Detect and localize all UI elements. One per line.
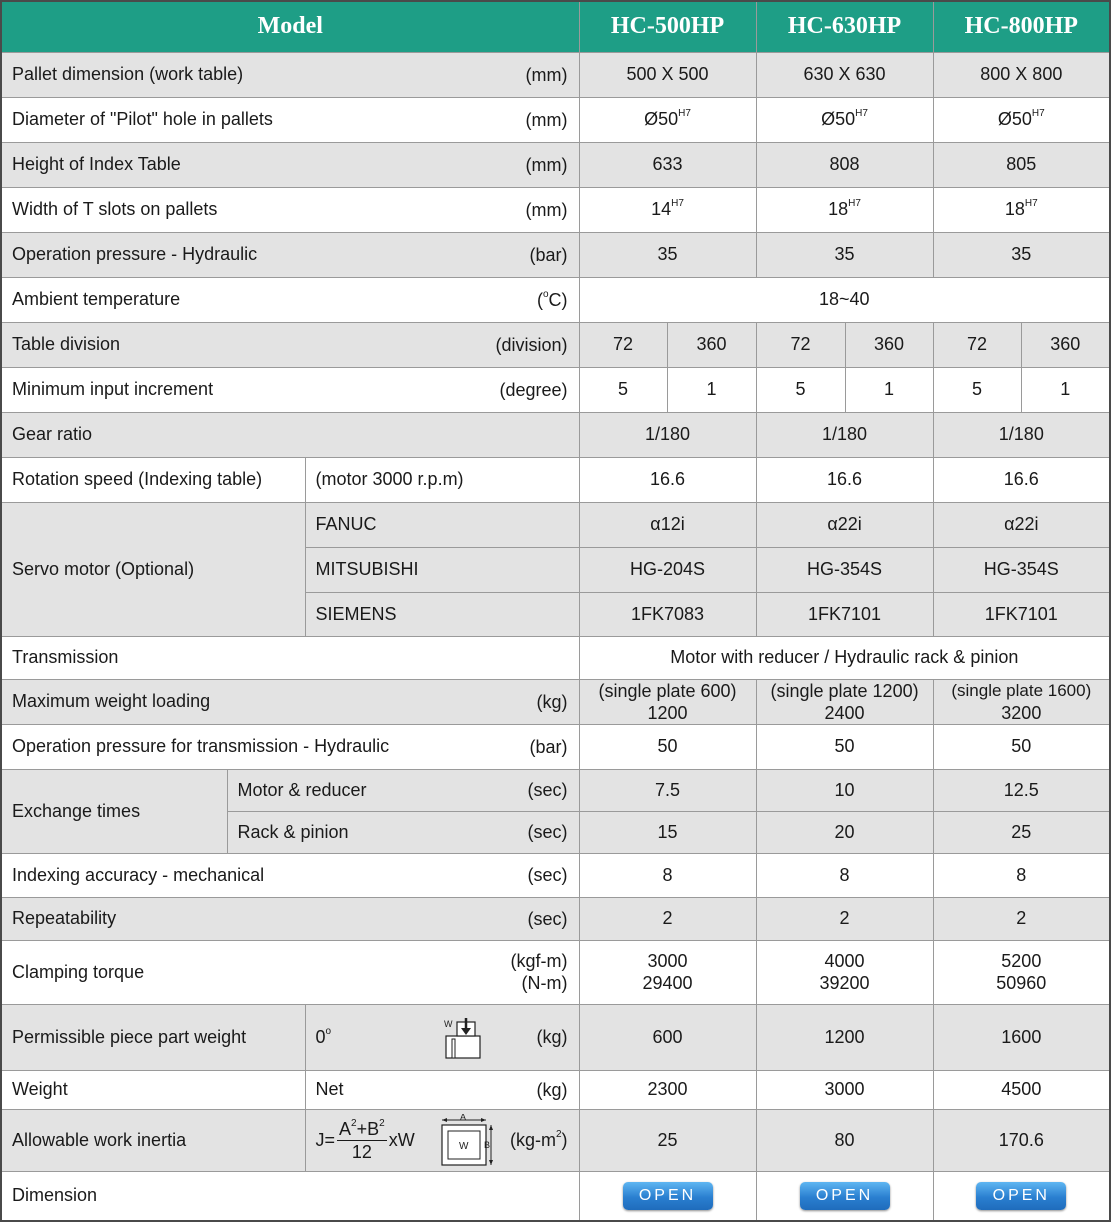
value-cell: 12.5 [933, 769, 1110, 811]
tolerance-sup: H7 [848, 198, 861, 209]
row-max-weight [1, 679, 1110, 724]
row-unit: (bar) [529, 244, 568, 265]
row-transmission-pressure [1, 724, 1110, 769]
sub-label-cell: FANUC [305, 502, 579, 547]
unit-sup: 2 [555, 1129, 562, 1140]
value-cell: 35 [756, 232, 933, 277]
value-cell: 805 [933, 142, 1110, 187]
value-cell [933, 940, 1110, 1004]
label-cell: Allowable work inertia [1, 1109, 305, 1171]
value-cell: 72 [756, 322, 845, 367]
label-cell: Transmission [1, 636, 579, 679]
tolerance-sup: H7 [855, 108, 868, 119]
value-top: 5200 [1001, 951, 1042, 971]
label-cell: Servo motor (Optional) [1, 502, 305, 636]
value-cell: 1 [667, 367, 756, 412]
value-text: Ø50 [997, 109, 1032, 129]
formula-denominator: 12 [351, 1141, 372, 1162]
value-text: 18 [828, 199, 849, 219]
label-cell [1, 897, 579, 940]
value-cell: 8 [756, 853, 933, 897]
value-cell: α22i [933, 502, 1110, 547]
row-operation-pressure [1, 232, 1110, 277]
value-cell: 360 [845, 322, 933, 367]
sub-label-cell: (motor 3000 r.p.m) [305, 457, 579, 502]
label-cell [1, 724, 579, 769]
value-cell: 16.6 [756, 457, 933, 502]
row-unit: (kg) [536, 691, 568, 712]
sub-label-cell [305, 1070, 579, 1109]
value-cell: 630 X 630 [756, 52, 933, 97]
row-unit: (sec) [527, 908, 568, 929]
label-cell: Weight [1, 1070, 305, 1109]
value-cell: 35 [579, 232, 756, 277]
tolerance-sup: H7 [1024, 198, 1038, 209]
label-cell [1, 679, 579, 724]
formula-fraction [337, 1118, 387, 1163]
value-top: 3000 [647, 951, 688, 971]
sub-label-cell [227, 811, 579, 853]
row-index-height [1, 142, 1110, 187]
label-cell [1, 187, 579, 232]
row-unit [537, 289, 568, 311]
row-pilot-hole [1, 97, 1110, 142]
row-dimension [1, 1171, 1110, 1221]
sub-label-cell [305, 1109, 579, 1171]
row-label: Pallet dimension (work table) [12, 64, 244, 84]
model-header: Model [1, 1, 579, 52]
value-cell: HG-354S [756, 547, 933, 592]
value-cell: 10 [756, 769, 933, 811]
row-label: Motor & reducer [237, 779, 367, 800]
value-cell: 5 [756, 367, 845, 412]
label-cell [1, 412, 579, 457]
label-cell [1, 142, 579, 187]
sub-label-cell: SIEMENS [305, 592, 579, 636]
row-pallet-dimension [1, 52, 1110, 97]
label-cell [1, 853, 579, 897]
value-cell: 2 [579, 897, 756, 940]
row-label: Rack & pinion [237, 821, 349, 842]
value-cell: 808 [756, 142, 933, 187]
row-unit: (mm) [525, 154, 568, 175]
row-label: Operation pressure - Hydraulic [12, 244, 258, 264]
value-cell: 15 [579, 811, 756, 853]
value-cell: α12i [579, 502, 756, 547]
value-cell: 1FK7101 [756, 592, 933, 636]
value-cell: 50 [579, 724, 756, 769]
value-cell: 16.6 [933, 457, 1110, 502]
unit-part: ) [561, 1130, 568, 1150]
value-top: (single plate 600) [598, 680, 737, 701]
value-text: 18 [1004, 199, 1025, 219]
value-cell [579, 1171, 756, 1221]
row-unit: (mm) [525, 64, 568, 85]
value-cell [579, 679, 756, 724]
row-servo-fanuc [1, 502, 1110, 547]
value-cell: 1 [1021, 367, 1110, 412]
value-cell [756, 679, 933, 724]
inertia-diagram-icon [438, 1114, 496, 1168]
value-cell: 1/180 [579, 412, 756, 457]
row-unit: (sec) [527, 822, 568, 842]
value-cell: 500 X 500 [579, 52, 756, 97]
unit-bottom: (N-m) [521, 973, 568, 993]
row-label: Minimum input increment [12, 379, 214, 399]
value-cell: 25 [579, 1109, 756, 1171]
value-bottom: 1200 [647, 702, 688, 723]
label-cell [1, 232, 579, 277]
value-cell: α22i [756, 502, 933, 547]
value-cell: 600 [579, 1004, 756, 1070]
tolerance-sup: H7 [1031, 108, 1045, 119]
row-clamping-torque [1, 940, 1110, 1004]
value-text: 14 [651, 199, 672, 219]
value-cell: 72 [579, 322, 667, 367]
row-label: Net [315, 1079, 344, 1099]
value-cell: 1600 [933, 1004, 1110, 1070]
open-dimension-button-hc800hp[interactable]: OPEN [976, 1182, 1066, 1210]
row-label: Operation pressure for transmission - Hydraulic [12, 736, 390, 756]
row-rotation-speed [1, 457, 1110, 502]
value-cell: 5 [933, 367, 1021, 412]
value-cell [756, 1171, 933, 1221]
sub-label-cell: MITSUBISHI [305, 547, 579, 592]
load-diagram-icon [443, 1016, 483, 1060]
tolerance-sup: H7 [678, 108, 691, 119]
sub-label-cell [227, 769, 579, 811]
icon-letter-b: B [483, 1139, 490, 1150]
value-cell: 3000 [756, 1070, 933, 1109]
value-bottom: 3200 [1001, 702, 1042, 723]
value-cell: 170.6 [933, 1109, 1110, 1171]
row-exchange-motor [1, 769, 1110, 811]
value-cell [933, 1171, 1110, 1221]
row-label: Gear ratio [12, 424, 93, 444]
value-cell: 80 [756, 1109, 933, 1171]
value-cell: 20 [756, 811, 933, 853]
icon-letter-w: W [443, 1018, 452, 1029]
value-text: Ø50 [644, 109, 679, 129]
row-gear-ratio [1, 412, 1110, 457]
value-cell [933, 679, 1110, 724]
value-text: Ø50 [821, 109, 856, 129]
num-a: A [339, 1118, 352, 1139]
formula [316, 1118, 415, 1163]
value-cell: 18~40 [579, 277, 1110, 322]
row-unit [511, 950, 568, 994]
degree-sup: o [542, 288, 549, 300]
row-unit: (degree) [499, 379, 568, 400]
unit-part: (kg-m [509, 1130, 556, 1150]
value-cell: 1 [845, 367, 933, 412]
row-indexing-accuracy [1, 853, 1110, 897]
value-cell: 8 [933, 853, 1110, 897]
value-cell: HG-204S [579, 547, 756, 592]
value-cell: 800 X 800 [933, 52, 1110, 97]
value-bottom: 2400 [824, 702, 865, 723]
row-unit: (bar) [529, 736, 568, 757]
row-label: Maximum weight loading [12, 691, 211, 711]
header-row [1, 1, 1110, 52]
unit-part: ( [536, 289, 543, 310]
value-top: (single plate 1600) [951, 680, 1092, 700]
row-repeatability [1, 897, 1110, 940]
row-permissible-weight [1, 1004, 1110, 1070]
value-cell [756, 940, 933, 1004]
row-label: Width of T slots on pallets [12, 199, 218, 219]
row-unit [510, 1129, 568, 1151]
value-cell: 2 [933, 897, 1110, 940]
row-min-increment [1, 367, 1110, 412]
value-cell: 360 [1021, 322, 1110, 367]
value-cell: 16.6 [579, 457, 756, 502]
row-label: Diameter of "Pilot" hole in pallets [12, 109, 273, 129]
value-cell [756, 97, 933, 142]
value-cell: 2 [756, 897, 933, 940]
value-cell [933, 187, 1110, 232]
row-label: Ambient temperature [12, 289, 181, 309]
angle-text: 0 [315, 1026, 326, 1047]
value-cell: 25 [933, 811, 1110, 853]
value-cell: 360 [667, 322, 756, 367]
num-sup: 2 [379, 1117, 385, 1129]
label-cell [1, 52, 579, 97]
value-cell: 7.5 [579, 769, 756, 811]
formula-prefix: J= [315, 1129, 336, 1150]
value-cell: 4500 [933, 1070, 1110, 1109]
value-cell: 1200 [756, 1004, 933, 1070]
row-transmission [1, 636, 1110, 679]
label-cell: Dimension [1, 1171, 579, 1221]
row-unit: (mm) [525, 199, 568, 220]
row-weight [1, 1070, 1110, 1109]
value-bottom: 50960 [996, 973, 1047, 993]
value-cell [579, 97, 756, 142]
sub-label-cell [305, 1004, 579, 1070]
tolerance-sup: H7 [671, 198, 684, 209]
value-cell: 50 [933, 724, 1110, 769]
value-cell: 1/180 [756, 412, 933, 457]
value-cell [579, 940, 756, 1004]
label-cell: Exchange times [1, 769, 227, 853]
label-cell [1, 277, 579, 322]
value-bottom: 39200 [819, 973, 870, 993]
value-top: 4000 [824, 951, 865, 971]
row-unit: (mm) [525, 109, 568, 130]
value-cell: 50 [756, 724, 933, 769]
formula-numerator [337, 1118, 387, 1141]
row-unit: (sec) [527, 865, 568, 885]
row-unit: (kg) [536, 1079, 568, 1100]
row-label: Clamping torque [12, 961, 145, 982]
value-cell: 72 [933, 322, 1021, 367]
row-label: Indexing accuracy - mechanical [12, 864, 265, 885]
model-hc630hp: HC-630HP [756, 1, 933, 52]
value-cell: 5 [579, 367, 667, 412]
unit-part: C) [548, 289, 568, 310]
value-cell [756, 187, 933, 232]
value-cell: 1FK7101 [933, 592, 1110, 636]
value-cell: 8 [579, 853, 756, 897]
label-cell: Rotation speed (Indexing table) [1, 457, 305, 502]
icon-letter-w: W [458, 1140, 468, 1152]
value-cell: 2300 [579, 1070, 756, 1109]
row-unit: (division) [495, 334, 568, 355]
open-dimension-button-hc500hp[interactable]: OPEN [623, 1182, 713, 1210]
value-cell: 1FK7083 [579, 592, 756, 636]
row-unit: (sec) [527, 780, 568, 800]
model-hc800hp: HC-800HP [933, 1, 1110, 52]
value-cell [933, 97, 1110, 142]
num-sup: 2 [351, 1117, 357, 1129]
label-cell [1, 367, 579, 412]
value-cell: 35 [933, 232, 1110, 277]
icon-letter-a: A [459, 1113, 466, 1122]
value-cell: Motor with reducer / Hydraulic rack & pinion [579, 636, 1110, 679]
row-label: Repeatability [12, 908, 117, 928]
degree-sup: o [325, 1025, 332, 1037]
value-bottom: 29400 [642, 973, 693, 993]
value-cell: 633 [579, 142, 756, 187]
row-unit: (kg) [536, 1027, 568, 1047]
value-cell: 1/180 [933, 412, 1110, 457]
value-cell: HG-354S [933, 547, 1110, 592]
num-b: +B [356, 1118, 380, 1139]
label-cell [1, 97, 579, 142]
row-label: Table division [12, 334, 121, 354]
unit-top: (kgf-m) [510, 951, 568, 971]
row-t-slots [1, 187, 1110, 232]
label-cell [1, 940, 579, 1004]
row-work-inertia [1, 1109, 1110, 1171]
row-table-division [1, 322, 1110, 367]
value-cell [579, 187, 756, 232]
formula-suffix: xW [388, 1129, 415, 1150]
row-ambient-temperature [1, 277, 1110, 322]
label-cell: Permissible piece part weight [1, 1004, 305, 1070]
row-label: Height of Index Table [12, 154, 181, 174]
model-hc500hp: HC-500HP [579, 1, 756, 52]
open-dimension-button-hc630hp[interactable]: OPEN [800, 1182, 890, 1210]
label-cell [1, 322, 579, 367]
value-top: (single plate 1200) [770, 680, 919, 701]
